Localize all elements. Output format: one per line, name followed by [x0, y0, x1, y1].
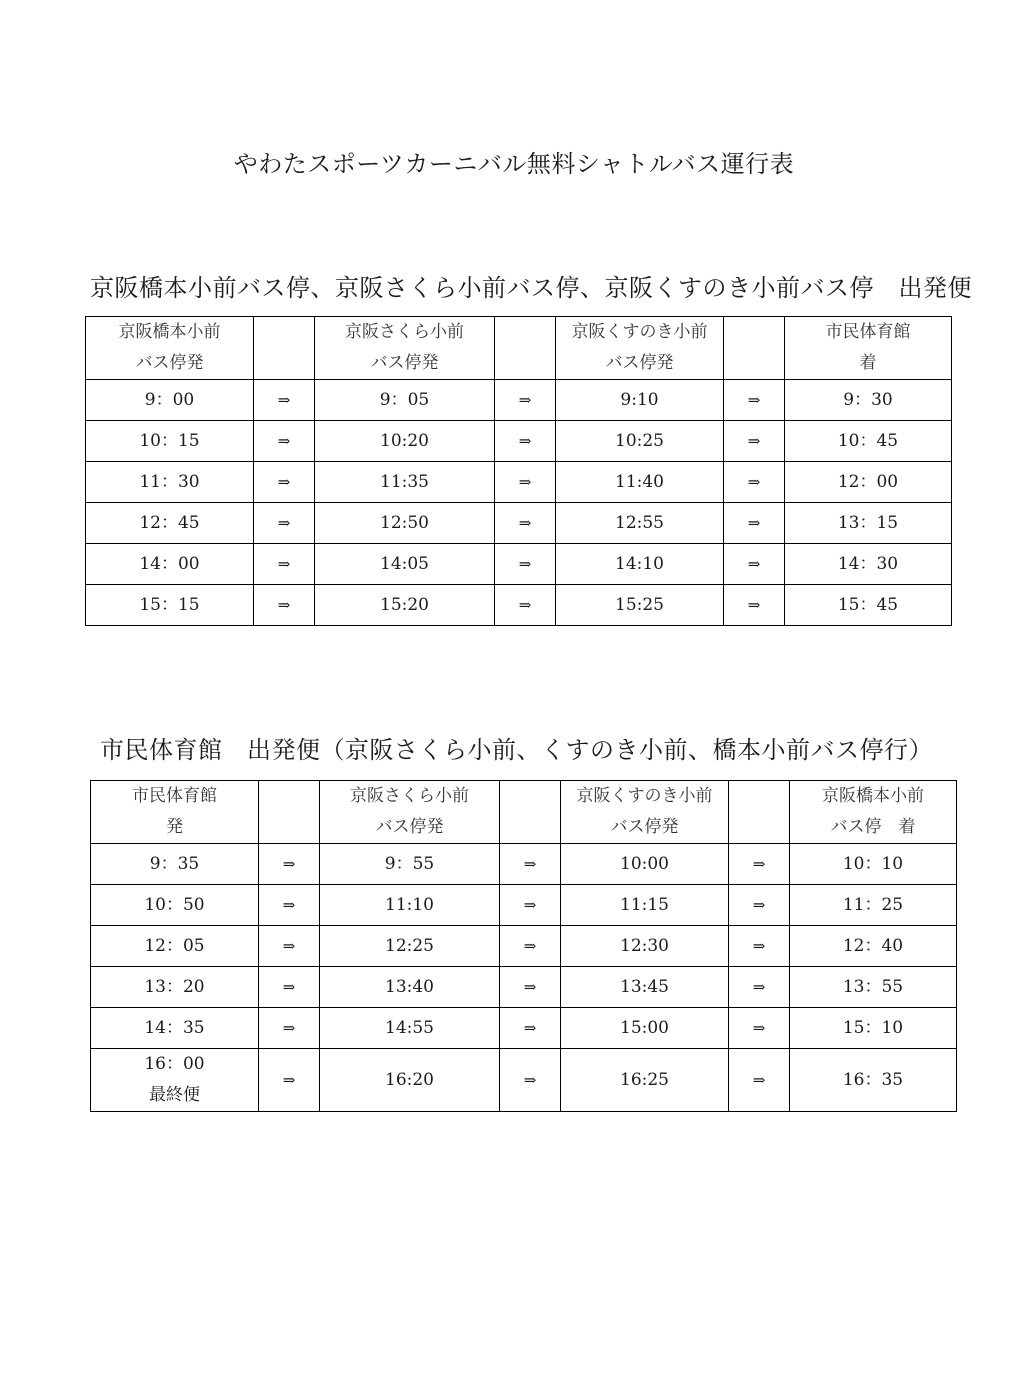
arrow-icon: ⇒	[500, 967, 561, 1008]
arrow-icon: ⇒	[724, 585, 785, 626]
arrow-icon: ⇒	[495, 462, 556, 503]
time-cell: 9：30	[785, 380, 952, 421]
time-cell: 13：20	[91, 967, 259, 1008]
header-spacer	[729, 781, 790, 844]
time-cell: 10:00	[561, 844, 729, 885]
document-title: やわたスポーツカーニバル無料シャトルバス運行表	[233, 150, 795, 178]
time-cell: 16：00 最終便	[91, 1049, 259, 1112]
time-cell: 15:00	[561, 1008, 729, 1049]
arrow-icon: ⇒	[259, 1049, 320, 1112]
time-cell: 10：15	[86, 421, 254, 462]
time-cell: 10：50	[91, 885, 259, 926]
time-cell: 11：25	[790, 885, 957, 926]
table-row	[91, 1008, 957, 1049]
time-cell: 13：15	[785, 503, 952, 544]
arrow-icon: ⇒	[500, 844, 561, 885]
time-cell: 15：10	[790, 1008, 957, 1049]
arrow-icon: ⇒	[500, 1008, 561, 1049]
header-cell: 京阪橋本小前 バス停発	[86, 317, 254, 380]
time-cell: 11:35	[315, 462, 495, 503]
time-cell: 12:50	[315, 503, 495, 544]
arrow-icon: ⇒	[495, 585, 556, 626]
time-cell: 16:25	[561, 1049, 729, 1112]
header-row	[91, 781, 957, 844]
time-cell: 15：45	[785, 585, 952, 626]
arrow-icon: ⇒	[259, 926, 320, 967]
arrow-icon: ⇒	[495, 544, 556, 585]
table-row	[91, 926, 957, 967]
table-row	[86, 380, 952, 421]
arrow-icon: ⇒	[500, 885, 561, 926]
time-cell: 12:25	[320, 926, 500, 967]
arrow-icon: ⇒	[500, 926, 561, 967]
time-cell: 9：00	[86, 380, 254, 421]
time-cell: 12：00	[785, 462, 952, 503]
time-cell: 10：10	[790, 844, 957, 885]
header-cell: 市民体育館 着	[785, 317, 952, 380]
section-title-return: 市民体育館 出発便（京阪さくら小前、くすのき小前、橋本小前バス停行）	[100, 736, 933, 764]
time-cell: 11:40	[556, 462, 724, 503]
header-cell: 京阪橋本小前 バス停 着	[790, 781, 957, 844]
time-cell: 16:20	[320, 1049, 500, 1112]
arrow-icon: ⇒	[724, 544, 785, 585]
time-cell: 14:55	[320, 1008, 500, 1049]
arrow-icon: ⇒	[495, 503, 556, 544]
time-cell: 12:55	[556, 503, 724, 544]
header-cell: 京阪さくら小前 バス停発	[320, 781, 500, 844]
arrow-icon: ⇒	[729, 967, 790, 1008]
time-cell: 12：45	[86, 503, 254, 544]
arrow-icon: ⇒	[254, 544, 315, 585]
timetable-return	[90, 780, 957, 1112]
table-row	[91, 885, 957, 926]
header-cell: 京阪くすのき小前 バス停発	[556, 317, 724, 380]
header-spacer	[259, 781, 320, 844]
arrow-icon: ⇒	[724, 380, 785, 421]
time-cell: 10：45	[785, 421, 952, 462]
time-cell: 13:40	[320, 967, 500, 1008]
table-row	[91, 1049, 957, 1112]
header-spacer	[500, 781, 561, 844]
arrow-icon: ⇒	[259, 1008, 320, 1049]
arrow-icon: ⇒	[500, 1049, 561, 1112]
table-row	[86, 503, 952, 544]
arrow-icon: ⇒	[729, 844, 790, 885]
arrow-icon: ⇒	[254, 503, 315, 544]
time-cell: 9：55	[320, 844, 500, 885]
header-cell: 京阪さくら小前 バス停発	[315, 317, 495, 380]
arrow-icon: ⇒	[254, 462, 315, 503]
time-cell: 16：35	[790, 1049, 957, 1112]
time-cell: 13:45	[561, 967, 729, 1008]
arrow-icon: ⇒	[724, 503, 785, 544]
time-cell: 10:20	[315, 421, 495, 462]
arrow-icon: ⇒	[729, 1008, 790, 1049]
time-cell: 9：05	[315, 380, 495, 421]
table-row	[91, 844, 957, 885]
arrow-icon: ⇒	[724, 421, 785, 462]
last-bus-note: 最終便	[149, 1085, 200, 1105]
time-cell: 11：30	[86, 462, 254, 503]
table-row	[86, 544, 952, 585]
arrow-icon: ⇒	[254, 585, 315, 626]
arrow-icon: ⇒	[259, 967, 320, 1008]
time-cell: 15：15	[86, 585, 254, 626]
time-cell: 13：55	[790, 967, 957, 1008]
time-cell: 11:10	[320, 885, 500, 926]
arrow-icon: ⇒	[729, 1049, 790, 1112]
time-cell: 12：40	[790, 926, 957, 967]
header-cell: 市民体育館 発	[91, 781, 259, 844]
time-cell: 9:10	[556, 380, 724, 421]
time-cell: 14：00	[86, 544, 254, 585]
table-row	[91, 967, 957, 1008]
time-cell: 14:05	[315, 544, 495, 585]
arrow-icon: ⇒	[259, 885, 320, 926]
time-cell: 14：30	[785, 544, 952, 585]
time-cell: 12:30	[561, 926, 729, 967]
time-cell: 9：35	[91, 844, 259, 885]
arrow-icon: ⇒	[259, 844, 320, 885]
header-spacer	[724, 317, 785, 380]
arrow-icon: ⇒	[729, 926, 790, 967]
table-row	[86, 462, 952, 503]
time-cell: 11:15	[561, 885, 729, 926]
timetable-outbound	[85, 316, 952, 626]
time-cell: 15:20	[315, 585, 495, 626]
arrow-icon: ⇒	[495, 380, 556, 421]
time-cell: 10:25	[556, 421, 724, 462]
time-cell: 14:10	[556, 544, 724, 585]
header-spacer	[254, 317, 315, 380]
arrow-icon: ⇒	[495, 421, 556, 462]
time-cell: 14：35	[91, 1008, 259, 1049]
header-cell: 京阪くすのき小前 バス停発	[561, 781, 729, 844]
table-row	[86, 585, 952, 626]
table-row	[86, 421, 952, 462]
time-cell: 12：05	[91, 926, 259, 967]
section-title-outbound: 京阪橋本小前バス停、京阪さくら小前バス停、京阪くすのき小前バス停 出発便	[90, 274, 972, 302]
arrow-icon: ⇒	[254, 421, 315, 462]
time-cell: 15:25	[556, 585, 724, 626]
arrow-icon: ⇒	[729, 885, 790, 926]
header-spacer	[495, 317, 556, 380]
arrow-icon: ⇒	[724, 462, 785, 503]
arrow-icon: ⇒	[254, 380, 315, 421]
header-row	[86, 317, 952, 380]
